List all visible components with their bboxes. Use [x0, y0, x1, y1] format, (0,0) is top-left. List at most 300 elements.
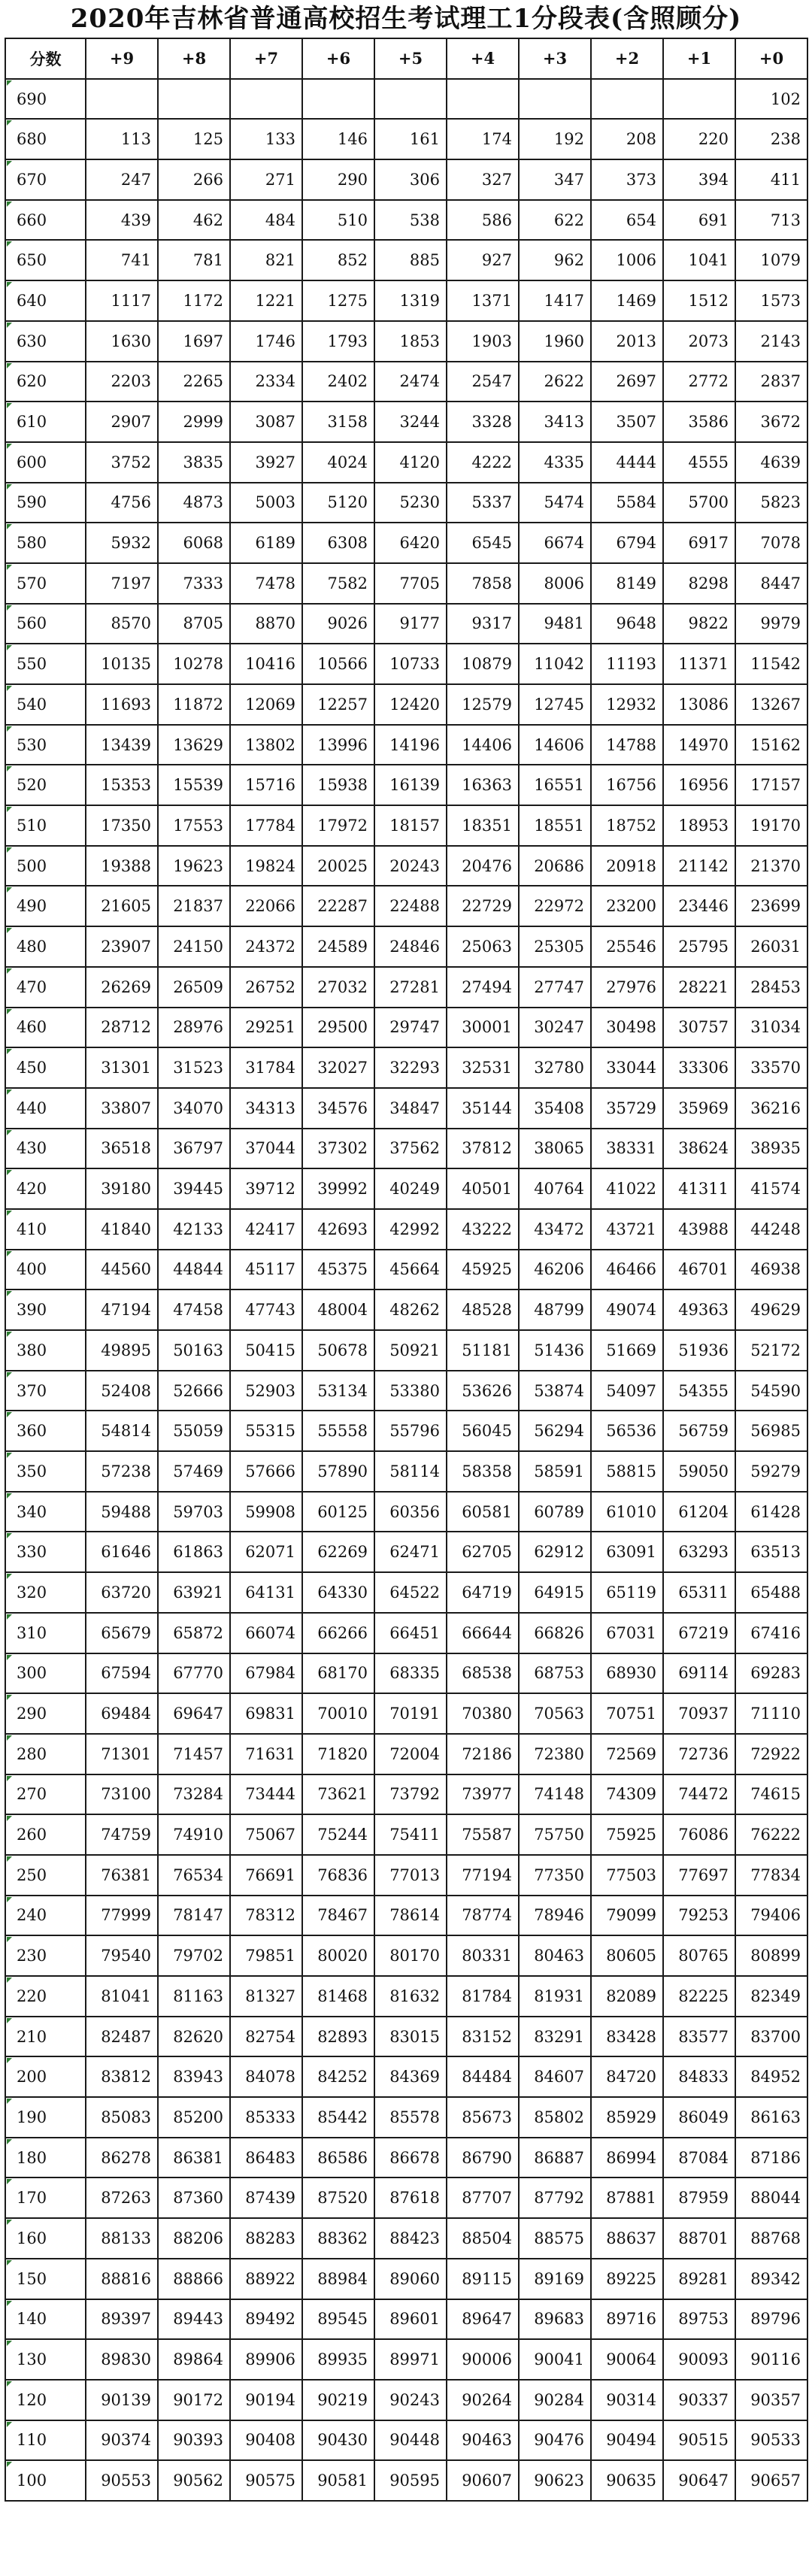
count-cell: 54814: [86, 1411, 158, 1451]
count-cell: 24846: [374, 926, 447, 967]
count-cell: 31523: [158, 1047, 230, 1088]
table-row: [5, 159, 807, 200]
count-cell: 2907: [86, 402, 158, 442]
count-cell: 28976: [158, 1008, 230, 1048]
table-row: [5, 483, 807, 523]
count-cell: 66266: [302, 1613, 374, 1653]
count-cell: 80331: [447, 1935, 519, 1976]
count-cell: 88283: [230, 2218, 302, 2259]
count-cell: 10566: [302, 644, 374, 684]
count-cell: 87439: [230, 2177, 302, 2218]
count-cell: 852: [302, 240, 374, 280]
count-cell: 84484: [447, 2056, 519, 2097]
count-cell: 3927: [230, 442, 302, 483]
count-cell: 8149: [591, 563, 663, 604]
count-cell: 73792: [374, 1774, 447, 1815]
count-cell: 64915: [519, 1572, 591, 1613]
count-cell: 1319: [374, 280, 447, 321]
count-cell: 347: [519, 159, 591, 200]
count-cell: 41022: [591, 1168, 663, 1209]
count-cell: 58815: [591, 1451, 663, 1492]
count-cell: 81632: [374, 1976, 447, 2017]
count-cell: 40501: [447, 1168, 519, 1209]
count-cell: 16139: [374, 765, 447, 805]
score-cell: 510: [5, 805, 86, 846]
column-header-score: 分数: [5, 38, 86, 79]
count-cell: 538: [374, 200, 447, 241]
column-header-offset: +0: [735, 38, 807, 79]
table-row: [5, 1935, 807, 1976]
count-cell: 9317: [447, 604, 519, 644]
score-cell: 250: [5, 1855, 86, 1896]
count-cell: 57666: [230, 1451, 302, 1492]
count-cell: 8705: [158, 604, 230, 644]
score-cell: 100: [5, 2460, 86, 2501]
count-cell: 56294: [519, 1411, 591, 1451]
count-cell: 654: [591, 200, 663, 241]
count-cell: 86790: [447, 2138, 519, 2178]
count-cell: [447, 79, 519, 120]
count-cell: 80170: [374, 1935, 447, 1976]
count-cell: 1469: [591, 280, 663, 321]
score-cell: 140: [5, 2299, 86, 2340]
count-cell: 2265: [158, 362, 230, 402]
table-row: [5, 1168, 807, 1209]
count-cell: 81931: [519, 1976, 591, 2017]
count-cell: 85929: [591, 2097, 663, 2138]
count-cell: 76691: [230, 1855, 302, 1896]
score-cell: 570: [5, 563, 86, 604]
count-cell: 90515: [663, 2420, 735, 2461]
count-cell: 55315: [230, 1411, 302, 1451]
score-cell: 280: [5, 1734, 86, 1774]
count-cell: 15162: [735, 725, 807, 765]
count-cell: 54355: [663, 1371, 735, 1411]
count-cell: 42133: [158, 1209, 230, 1250]
score-cell: 260: [5, 1814, 86, 1855]
table-row: [5, 1613, 807, 1653]
count-cell: 72569: [591, 1734, 663, 1774]
count-cell: 84952: [735, 2056, 807, 2097]
count-cell: 26509: [158, 967, 230, 1008]
count-cell: 7705: [374, 563, 447, 604]
score-cell: 470: [5, 967, 86, 1008]
count-cell: 70010: [302, 1693, 374, 1734]
score-cell: 450: [5, 1047, 86, 1088]
count-cell: 89830: [86, 2339, 158, 2380]
count-cell: 17784: [230, 805, 302, 846]
count-cell: 15938: [302, 765, 374, 805]
count-cell: 26269: [86, 967, 158, 1008]
count-cell: 86994: [591, 2138, 663, 2178]
count-cell: 88922: [230, 2259, 302, 2299]
table-row: [5, 1330, 807, 1371]
count-cell: 18752: [591, 805, 663, 846]
count-cell: 37302: [302, 1129, 374, 1169]
count-cell: 125: [158, 119, 230, 159]
count-cell: 90284: [519, 2380, 591, 2420]
count-cell: 271: [230, 159, 302, 200]
count-cell: 1512: [663, 280, 735, 321]
count-cell: 46938: [735, 1250, 807, 1290]
count-cell: 76086: [663, 1814, 735, 1855]
count-cell: 1573: [735, 280, 807, 321]
count-cell: 35408: [519, 1088, 591, 1129]
count-cell: 89683: [519, 2299, 591, 2340]
count-cell: 781: [158, 240, 230, 280]
table-row: [5, 805, 807, 846]
count-cell: 30001: [447, 1008, 519, 1048]
count-cell: 82754: [230, 2017, 302, 2057]
count-cell: 85578: [374, 2097, 447, 2138]
count-cell: 71631: [230, 1734, 302, 1774]
table-row: [5, 1047, 807, 1088]
count-cell: 48799: [519, 1290, 591, 1330]
count-cell: 71110: [735, 1693, 807, 1734]
count-cell: 89601: [374, 2299, 447, 2340]
count-cell: 85673: [447, 2097, 519, 2138]
count-cell: 84078: [230, 2056, 302, 2097]
count-cell: 87707: [447, 2177, 519, 2218]
count-cell: 90006: [447, 2339, 519, 2380]
table-row: [5, 2299, 807, 2340]
count-cell: 74910: [158, 1814, 230, 1855]
count-cell: 2622: [519, 362, 591, 402]
count-cell: 33807: [86, 1088, 158, 1129]
count-cell: 13086: [663, 684, 735, 725]
count-cell: 885: [374, 240, 447, 280]
count-cell: 49895: [86, 1330, 158, 1371]
count-cell: 68538: [447, 1653, 519, 1694]
count-cell: 19623: [158, 846, 230, 886]
count-cell: 394: [663, 159, 735, 200]
score-cell: 200: [5, 2056, 86, 2097]
count-cell: 67219: [663, 1613, 735, 1653]
count-cell: 161: [374, 119, 447, 159]
table-body: [5, 79, 807, 2501]
count-cell: 713: [735, 200, 807, 241]
table-row: [5, 2420, 807, 2461]
count-cell: 52172: [735, 1330, 807, 1371]
count-cell: 76836: [302, 1855, 374, 1896]
count-cell: 6189: [230, 523, 302, 563]
count-cell: 25795: [663, 926, 735, 967]
count-cell: 82893: [302, 2017, 374, 2057]
count-cell: 69647: [158, 1693, 230, 1734]
count-cell: 411: [735, 159, 807, 200]
count-cell: 86049: [663, 2097, 735, 2138]
count-cell: 7078: [735, 523, 807, 563]
count-cell: 220: [663, 119, 735, 159]
score-cell: 430: [5, 1129, 86, 1169]
count-cell: 65311: [663, 1572, 735, 1613]
count-cell: 86278: [86, 2138, 158, 2178]
count-cell: 50921: [374, 1330, 447, 1371]
count-cell: 1371: [447, 280, 519, 321]
count-cell: 4024: [302, 442, 374, 483]
count-cell: 67416: [735, 1613, 807, 1653]
count-cell: 76534: [158, 1855, 230, 1896]
count-cell: 10733: [374, 644, 447, 684]
count-cell: 80020: [302, 1935, 374, 1976]
count-cell: 90463: [447, 2420, 519, 2461]
count-cell: 77013: [374, 1855, 447, 1896]
count-cell: 88637: [591, 2218, 663, 2259]
count-cell: 86381: [158, 2138, 230, 2178]
count-cell: 82620: [158, 2017, 230, 2057]
count-cell: 20918: [591, 846, 663, 886]
count-cell: 7858: [447, 563, 519, 604]
count-cell: 61428: [735, 1492, 807, 1532]
count-cell: 192: [519, 119, 591, 159]
count-cell: 51181: [447, 1330, 519, 1371]
table-row: [5, 886, 807, 926]
count-cell: 45664: [374, 1250, 447, 1290]
table-row: [5, 765, 807, 805]
count-cell: 84720: [591, 2056, 663, 2097]
count-cell: 73621: [302, 1774, 374, 1815]
count-cell: 266: [158, 159, 230, 200]
column-header-offset: +8: [158, 38, 230, 79]
count-cell: 78774: [447, 1896, 519, 1936]
count-cell: 45375: [302, 1250, 374, 1290]
count-cell: 8870: [230, 604, 302, 644]
table-row: [5, 2460, 807, 2501]
count-cell: 14406: [447, 725, 519, 765]
table-row: [5, 362, 807, 402]
count-cell: 42693: [302, 1209, 374, 1250]
count-cell: 821: [230, 240, 302, 280]
count-cell: 80765: [663, 1935, 735, 1976]
count-cell: 32027: [302, 1047, 374, 1088]
count-cell: 26031: [735, 926, 807, 967]
count-cell: 1079: [735, 240, 807, 280]
count-cell: 53134: [302, 1371, 374, 1411]
count-cell: 64719: [447, 1572, 519, 1613]
count-cell: 77194: [447, 1855, 519, 1896]
count-cell: 4756: [86, 483, 158, 523]
count-cell: 44844: [158, 1250, 230, 1290]
count-cell: 70751: [591, 1693, 663, 1734]
count-cell: [302, 79, 374, 120]
count-cell: 61863: [158, 1532, 230, 1572]
count-cell: 89115: [447, 2259, 519, 2299]
score-cell: 120: [5, 2380, 86, 2420]
score-cell: 680: [5, 119, 86, 159]
count-cell: 75750: [519, 1814, 591, 1855]
count-cell: 88504: [447, 2218, 519, 2259]
count-cell: 33306: [663, 1047, 735, 1088]
count-cell: 20025: [302, 846, 374, 886]
count-cell: 586: [447, 200, 519, 241]
score-cell: 520: [5, 765, 86, 805]
count-cell: 47194: [86, 1290, 158, 1330]
count-cell: 17350: [86, 805, 158, 846]
count-cell: 14196: [374, 725, 447, 765]
count-cell: 89443: [158, 2299, 230, 2340]
count-cell: 79099: [591, 1896, 663, 1936]
count-cell: 46206: [519, 1250, 591, 1290]
count-cell: 75587: [447, 1814, 519, 1855]
count-cell: 462: [158, 200, 230, 241]
count-cell: 90494: [591, 2420, 663, 2461]
table-row: [5, 2097, 807, 2138]
score-cell: 400: [5, 1250, 86, 1290]
count-cell: 13802: [230, 725, 302, 765]
score-cell: 410: [5, 1209, 86, 1250]
count-cell: 510: [302, 200, 374, 241]
count-cell: 81327: [230, 1976, 302, 2017]
count-cell: 25063: [447, 926, 519, 967]
count-cell: 90314: [591, 2380, 663, 2420]
count-cell: 39445: [158, 1168, 230, 1209]
count-cell: 90116: [735, 2339, 807, 2380]
count-cell: 52903: [230, 1371, 302, 1411]
count-cell: 89935: [302, 2339, 374, 2380]
count-cell: 74309: [591, 1774, 663, 1815]
count-cell: 61010: [591, 1492, 663, 1532]
count-cell: 53380: [374, 1371, 447, 1411]
count-cell: 84607: [519, 2056, 591, 2097]
count-cell: 51936: [663, 1330, 735, 1371]
count-cell: 63513: [735, 1532, 807, 1572]
count-cell: 86586: [302, 2138, 374, 2178]
count-cell: 77350: [519, 1855, 591, 1896]
count-cell: 6068: [158, 523, 230, 563]
count-cell: 74615: [735, 1774, 807, 1815]
count-cell: 18157: [374, 805, 447, 846]
count-cell: 77503: [591, 1855, 663, 1896]
count-cell: 86163: [735, 2097, 807, 2138]
column-header-offset: +4: [447, 38, 519, 79]
count-cell: 90553: [86, 2460, 158, 2501]
score-cell: 180: [5, 2138, 86, 2178]
count-cell: 30757: [663, 1008, 735, 1048]
count-cell: 7582: [302, 563, 374, 604]
count-cell: 78312: [230, 1896, 302, 1936]
count-cell: 49074: [591, 1290, 663, 1330]
count-cell: 14606: [519, 725, 591, 765]
score-cell: 230: [5, 1935, 86, 1976]
count-cell: [663, 79, 735, 120]
count-cell: 70380: [447, 1693, 519, 1734]
count-cell: 79851: [230, 1935, 302, 1976]
count-cell: 60581: [447, 1492, 519, 1532]
count-cell: 68930: [591, 1653, 663, 1694]
count-cell: 59488: [86, 1492, 158, 1532]
count-cell: 87792: [519, 2177, 591, 2218]
column-header-offset: +1: [663, 38, 735, 79]
count-cell: 88044: [735, 2177, 807, 2218]
count-cell: 5932: [86, 523, 158, 563]
count-cell: [230, 79, 302, 120]
count-cell: 41840: [86, 1209, 158, 1250]
table-row: [5, 402, 807, 442]
count-cell: 62912: [519, 1532, 591, 1572]
table-row: [5, 442, 807, 483]
count-cell: 90139: [86, 2380, 158, 2420]
count-cell: 79540: [86, 1935, 158, 1976]
count-cell: 7333: [158, 563, 230, 604]
count-cell: 81041: [86, 1976, 158, 2017]
count-cell: 83812: [86, 2056, 158, 2097]
count-cell: 11042: [519, 644, 591, 684]
count-cell: 102: [735, 79, 807, 120]
count-cell: 65488: [735, 1572, 807, 1613]
count-cell: 55796: [374, 1411, 447, 1451]
count-cell: 56045: [447, 1411, 519, 1451]
count-cell: 22972: [519, 886, 591, 926]
count-cell: 90219: [302, 2380, 374, 2420]
count-cell: 90408: [230, 2420, 302, 2461]
count-cell: 12932: [591, 684, 663, 725]
count-cell: 72004: [374, 1734, 447, 1774]
count-cell: 89796: [735, 2299, 807, 2340]
count-cell: 67594: [86, 1653, 158, 1694]
count-cell: 1417: [519, 280, 591, 321]
count-cell: 77834: [735, 1855, 807, 1896]
count-cell: 90243: [374, 2380, 447, 2420]
score-cell: 310: [5, 1613, 86, 1653]
count-cell: 87186: [735, 2138, 807, 2178]
count-cell: 32531: [447, 1047, 519, 1088]
table-row: [5, 240, 807, 280]
count-cell: 89397: [86, 2299, 158, 2340]
count-cell: 50163: [158, 1330, 230, 1371]
count-cell: 23200: [591, 886, 663, 926]
count-cell: 1041: [663, 240, 735, 280]
count-cell: 72186: [447, 1734, 519, 1774]
count-cell: 36216: [735, 1088, 807, 1129]
count-cell: 34070: [158, 1088, 230, 1129]
count-cell: 11371: [663, 644, 735, 684]
score-cell: 390: [5, 1290, 86, 1330]
count-cell: 9177: [374, 604, 447, 644]
count-cell: 16363: [447, 765, 519, 805]
count-cell: 31784: [230, 1047, 302, 1088]
column-header-offset: +6: [302, 38, 374, 79]
table-row: [5, 563, 807, 604]
count-cell: 79406: [735, 1896, 807, 1936]
count-cell: 28712: [86, 1008, 158, 1048]
count-cell: 90533: [735, 2420, 807, 2461]
count-cell: 66644: [447, 1613, 519, 1653]
count-cell: 11542: [735, 644, 807, 684]
count-cell: 5120: [302, 483, 374, 523]
count-cell: 64330: [302, 1572, 374, 1613]
count-cell: 78614: [374, 1896, 447, 1936]
count-cell: 53626: [447, 1371, 519, 1411]
count-cell: 10278: [158, 644, 230, 684]
count-cell: 36518: [86, 1129, 158, 1169]
count-cell: 17972: [302, 805, 374, 846]
count-cell: 43988: [663, 1209, 735, 1250]
count-cell: 3752: [86, 442, 158, 483]
count-cell: 71301: [86, 1734, 158, 1774]
count-cell: 12745: [519, 684, 591, 725]
count-cell: 44248: [735, 1209, 807, 1250]
count-cell: 8006: [519, 563, 591, 604]
score-cell: 380: [5, 1330, 86, 1371]
count-cell: 48004: [302, 1290, 374, 1330]
count-cell: 3586: [663, 402, 735, 442]
count-cell: 247: [86, 159, 158, 200]
count-cell: 57469: [158, 1451, 230, 1492]
table-row: [5, 1774, 807, 1815]
table-row: [5, 1814, 807, 1855]
count-cell: 12420: [374, 684, 447, 725]
count-cell: 90374: [86, 2420, 158, 2461]
